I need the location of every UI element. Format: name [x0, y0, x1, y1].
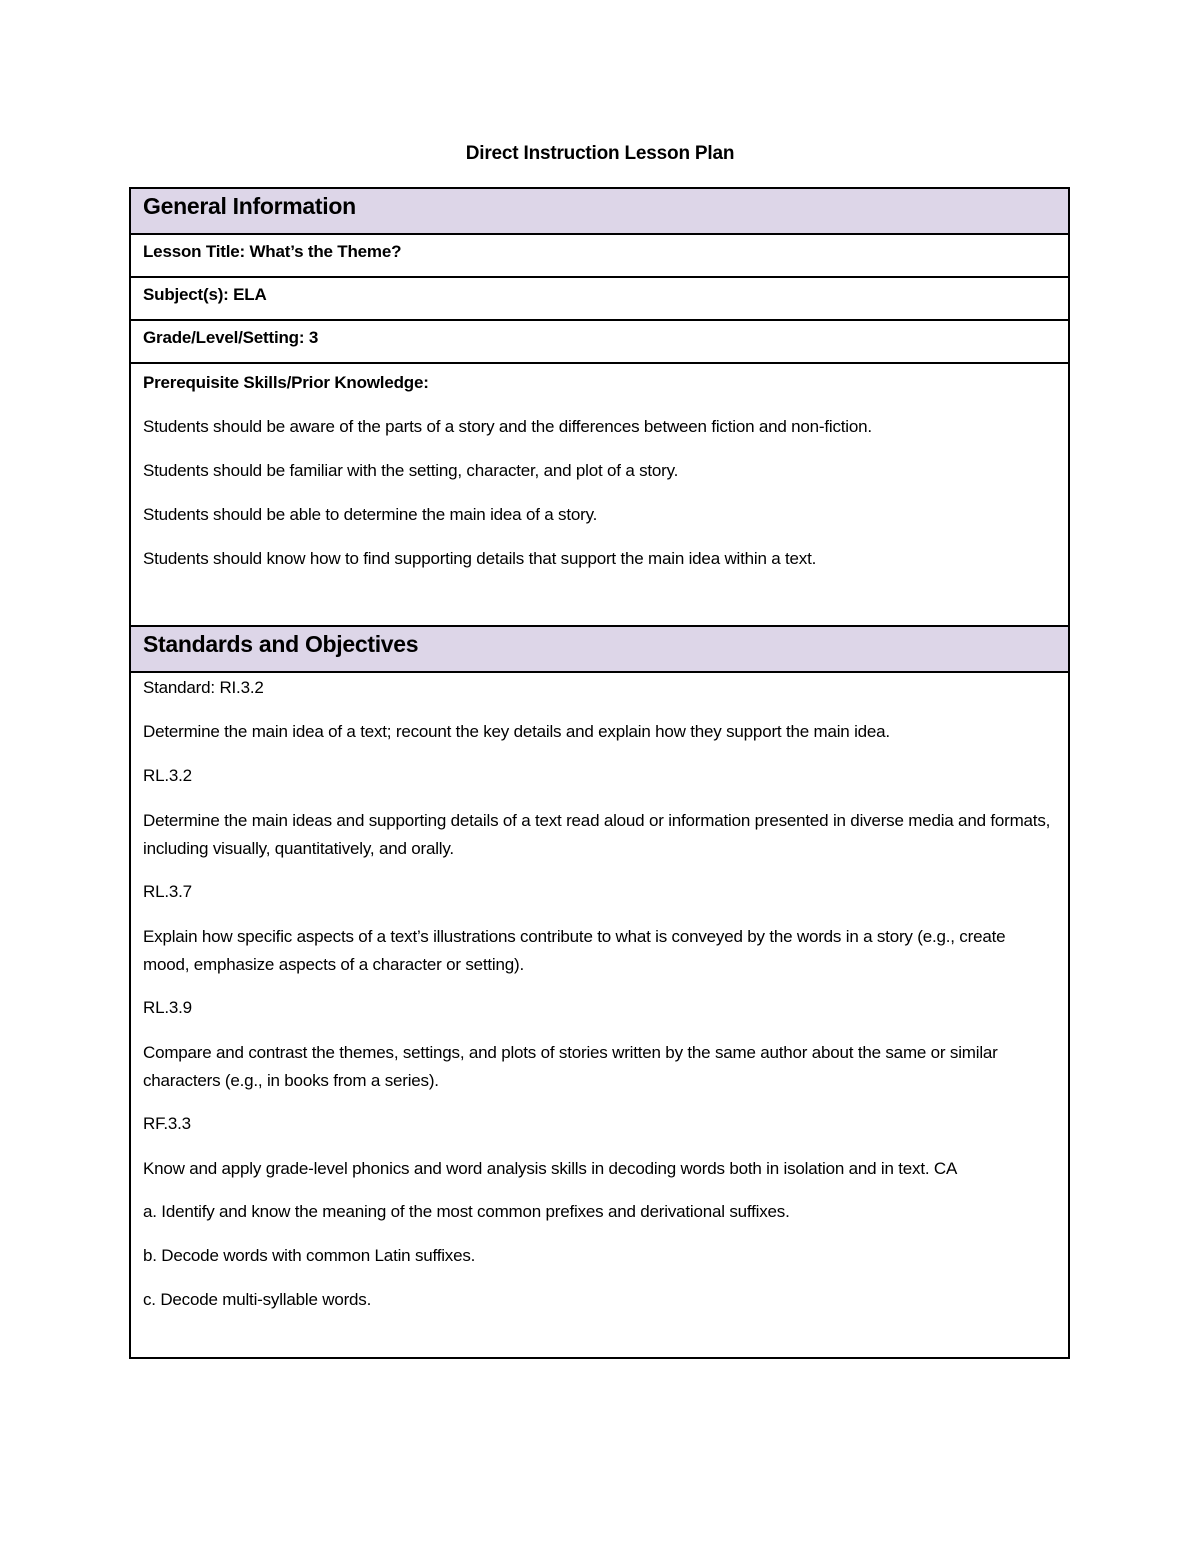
standard-sub-item: b. Decode words with common Latin suffixes. [143, 1246, 476, 1265]
standard-sub-item: c. Decode multi-syllable words. [143, 1290, 372, 1309]
document-title: Direct Instruction Lesson Plan [465, 143, 735, 164]
subjects-row [130, 277, 1069, 320]
standard-description: Know and apply grade-level phonics and word analysis skills in decoding words both in isolation and in text. CA [143, 1159, 958, 1178]
prerequisite-cell [130, 363, 1069, 626]
prerequisite-row [130, 363, 1069, 626]
prerequisite-item: Students should be able to determine the main idea of a story. [143, 505, 598, 524]
prerequisite-item: Students should know how to find supporting details that support the main idea within a text. [143, 549, 817, 568]
lesson-title-row [130, 234, 1069, 277]
standard-code: RF.3.3 [143, 1114, 191, 1133]
standard-description: Explain how specific aspects of a text’s illustrations contribute to what is conveyed by the words in a story (e.g., create mood, emphasize aspects of a character or setting). [143, 927, 1006, 974]
prerequisite-item: Students should be aware of the parts of a story and the differences between fiction and non-fiction. [143, 417, 872, 436]
prerequisite-item: Students should be familiar with the setting, character, and plot of a story. [143, 461, 679, 480]
standards-row [130, 672, 1069, 1358]
general-information-header-row [130, 188, 1069, 234]
lesson-title-field: Lesson Title: What’s the Theme? [130, 234, 1069, 277]
standard-sub-item: a. Identify and know the meaning of the most common prefixes and derivational suffixes. [143, 1202, 790, 1221]
grade-level-field: Grade/Level/Setting: 3 [130, 320, 1069, 363]
grade-level-row [130, 320, 1069, 363]
standard-description: Compare and contrast the themes, settings, and plots of stories written by the same author about the same or similar characters (e.g., in books from a series). [143, 1043, 998, 1090]
standards-objectives-header: Standards and Objectives [130, 626, 1069, 672]
standard-code: Standard: RI.3.2 [143, 678, 264, 697]
standard-description: Determine the main ideas and supporting details of a text read aloud or information presented in diverse media and formats, including visually, quantitatively, and orally. [143, 811, 1051, 858]
standards-header-row [130, 626, 1069, 672]
lesson-plan-table [129, 187, 1070, 1359]
standard-code: RL.3.7 [143, 882, 192, 901]
general-information-header: General Information [130, 188, 1069, 234]
prerequisite-label: Prerequisite Skills/Prior Knowledge: [143, 373, 429, 392]
subjects-field: Subject(s): ELA [130, 277, 1069, 320]
standard-description: Determine the main idea of a text; recount the key details and explain how they support the main idea. [143, 722, 890, 741]
standards-cell [130, 672, 1069, 1358]
standard-code: RL.3.9 [143, 998, 192, 1017]
standard-code: RL.3.2 [143, 766, 192, 785]
